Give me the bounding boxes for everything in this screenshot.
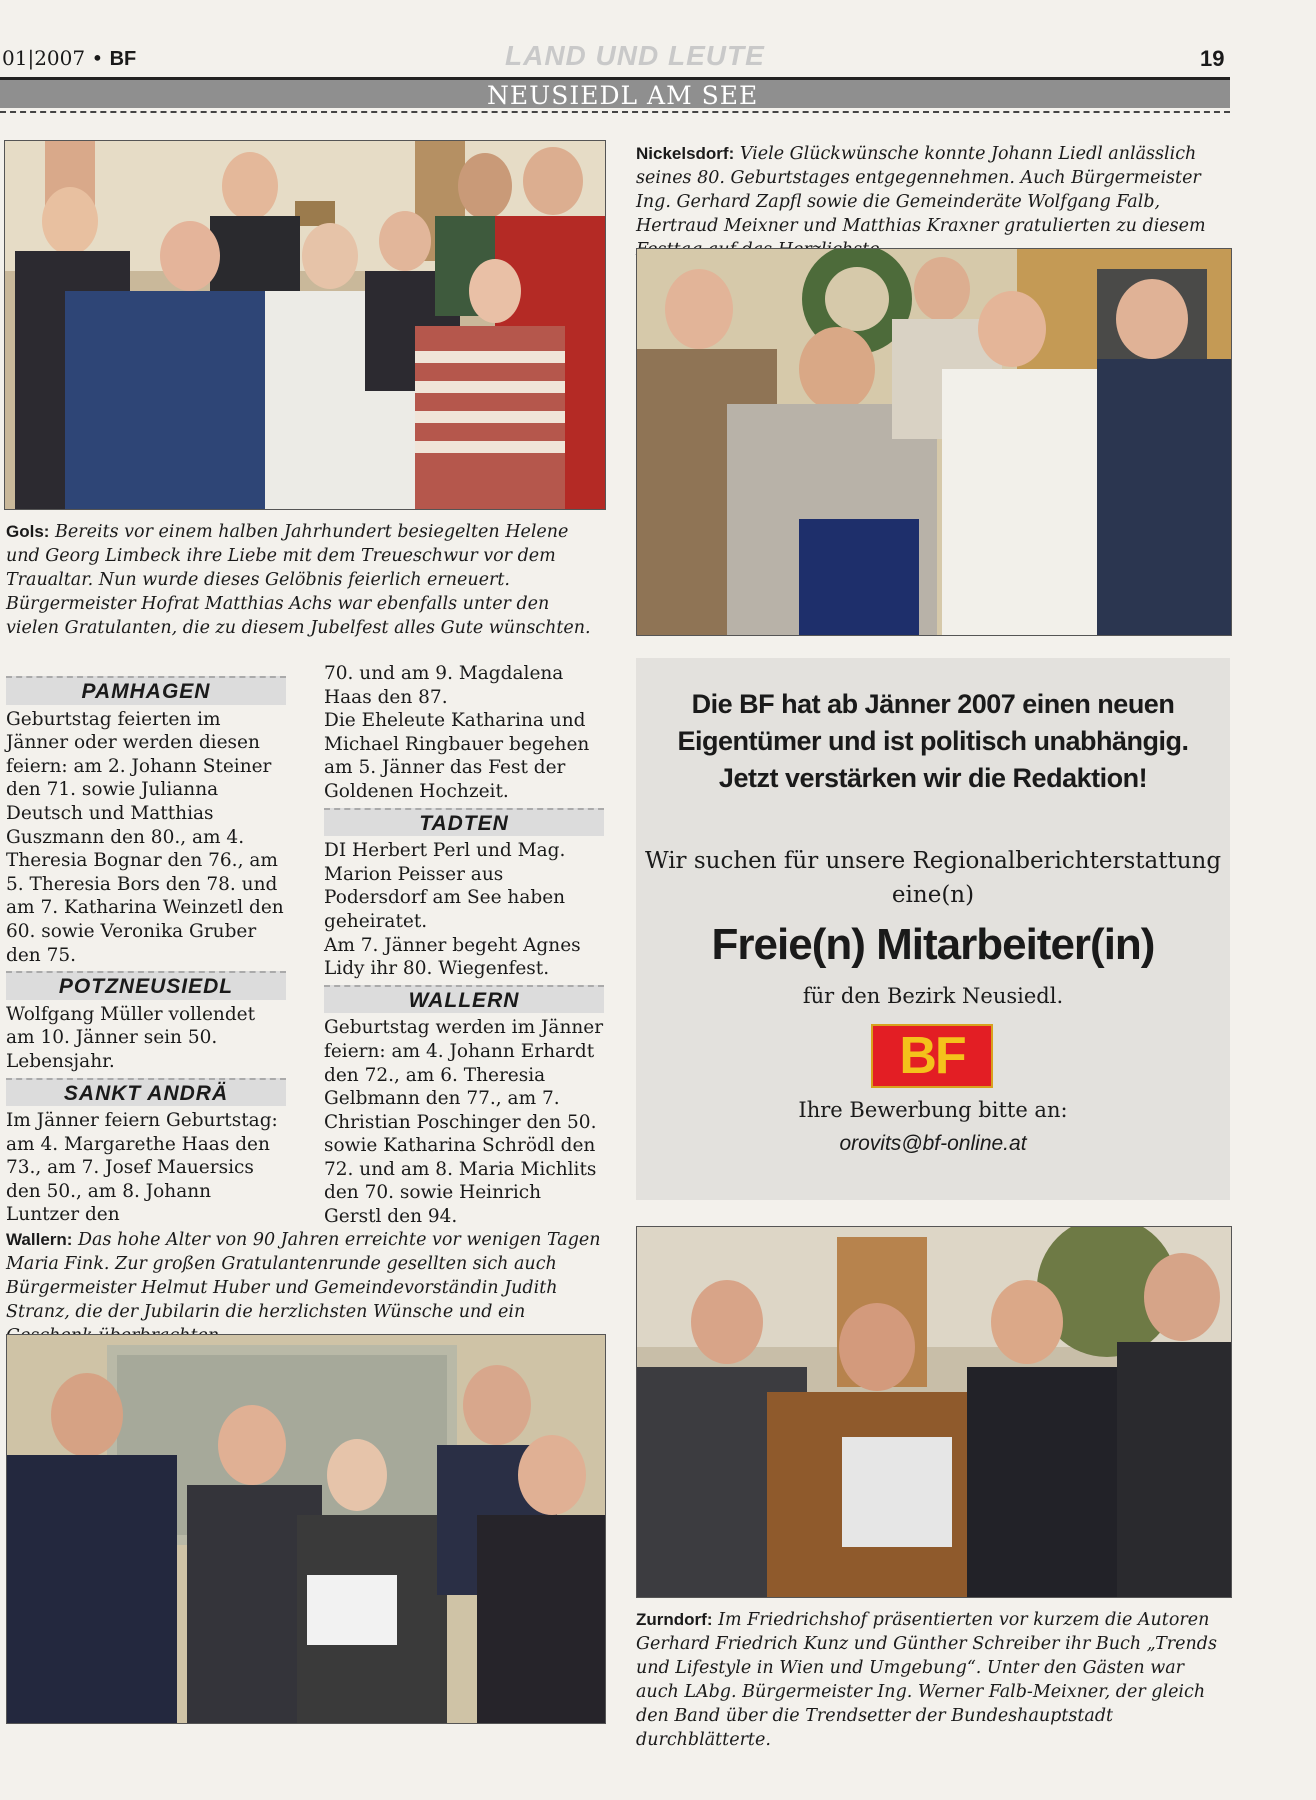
header-divider [0, 111, 1230, 113]
ad-position-title: Freie(n) Mitarbeiter(in) [711, 920, 1155, 969]
wallern-photo [6, 1334, 606, 1724]
sankt-andrae-heading: SANKT ANDRÄ [6, 1078, 286, 1107]
wallern-caption [6, 1228, 606, 1348]
gols-caption [6, 520, 606, 640]
briefs-column-2 [324, 662, 604, 1229]
ad-headline-line-2: Eigentümer und ist politisch unabhängig. [677, 726, 1189, 756]
zurndorf-caption [636, 1608, 1230, 1752]
ad-intro-line-2: eine(n) [891, 882, 975, 908]
pamhagen-text: Geburtstag feierten im Jänner oder werden diesen feiern: am 2. Johann Steiner den 71. sowie Julianna Deutsch und Matthias Guszmann den 80., am 4. Theresia Bognar den 76., am 5. Theresia Bors den 78. und am 7. Katharina Weinzetl den 60. sowie Veronika Gruber den 75. [6, 708, 284, 966]
tadten-heading: TADTEN [324, 808, 604, 837]
gols-place: Gols: [6, 522, 50, 541]
zurndorf-text: Im Friedrichshof präsentierten vor kurzem die Autoren Gerhard Friedrich Kunz und Günther Schreiber ihr Buch „Trends und Lifestyle in Wien und Umgebung“. Unter den Gästen war auch LAbg. Bürgermeister Ing. Werner Falb-Meixner, der gleich den Band über die Trendsetter der Bundeshauptstadt durchblätterte. [636, 1610, 1217, 1750]
wallern-caption-text: Das hohe Alter von 90 Jahren erreichte vor wenigen Tagen Maria Fink. Zur großen Gratulantenrunde gesellten sich auch Bürgermeister Helmut Huber und Gemeindevorständin Judith Stranz, die der Jubilarin die herzlichsten Wünsche und ein [6, 1230, 601, 1322]
tadten-text-2: Am 7. Jänner begeht Agnes Lidy ihr 80. Wiegenfest. [324, 934, 581, 980]
zurndorf-place: Zurndorf: [636, 1610, 713, 1629]
gols-text: Bereits vor einem halben Jahrhundert besiegelten Helene und Georg Limbeck ihre Liebe mit dem Treueschwur vor dem Traualtar. Nun wurde dieses Gelöbnis feierlich erneuert. Bürgermeister Hofrat Matthias Achs war ebenfalls unter den vielen Gratulanten, die zu diesem Jubelfest alles Gute wünschten. [6, 522, 591, 638]
nickelsdorf-place: Nickelsdorf: [636, 144, 735, 163]
wallern-text: Geburtstag werden im Jänner feiern: am 4. Johann Erhardt den 72., am 6. Theresia Gelbmann den 77., am 7. Christian Poschinger den 50. sowie Katharina Schrödl den 72. und am 8. Maria Michlits den 70. sowie Heinrich Gerstl den 94. [324, 1017, 604, 1228]
potzneusiedl-text: Wolfgang Müller vollendet am 10. Jänner sein 50. Lebensjahr. [6, 1003, 256, 1072]
ad-headline-line-3: Jetzt verstärken wir die Redaktion! [718, 763, 1148, 793]
section-title: LAND UND LEUTE [505, 40, 765, 71]
zurndorf-photo [636, 1226, 1232, 1598]
sankt-andrae-continued: 70. und am 9. Magdalena Haas den 87. [324, 663, 564, 708]
ad-intro-line-1: Wir suchen für unsere Regionalberichterstattung [644, 848, 1222, 874]
nickelsdorf-photo [636, 248, 1232, 636]
briefs-column-1 [6, 672, 286, 1227]
issue-date: 01|2007 • BF [2, 46, 137, 70]
ad-email[interactable]: orovits@bf-online.at [839, 1132, 1027, 1155]
ad-headline [636, 686, 1230, 797]
golden-wedding-text: Die Eheleute Katharina und Michael Ringbauer begehen am 5. Jänner das Fest der Goldenen Hochzeit. [324, 710, 590, 802]
bf-logo [871, 1024, 993, 1088]
tadten-text: DI Herbert Perl und Mag. Marion Peisser aus Podersdorf am See haben geheiratet. [324, 840, 566, 932]
recruitment-ad [636, 658, 1230, 1200]
region-title: NEUSIEDL AM SEE [487, 81, 759, 110]
ad-apply-label: Ihre Bewerbung bitte an: [798, 1098, 1068, 1122]
potzneusiedl-heading: POTZNEUSIEDL [6, 971, 286, 1000]
page-number: 19 [1200, 46, 1225, 71]
nickelsdorf-caption [636, 142, 1230, 262]
gols-photo [4, 140, 606, 510]
nickelsdorf-text: Viele Glückwünsche konnte Johann Liedl anlässlich seines 80. Geburtstages entgegennehmen. Auch Bürgermeister Ing. Gerhard Zapfl sowie die Gemeinderäte Wolfgang Falb, Hertraud Meixner und Matthias Kraxner gratulierten zu diesem [636, 144, 1206, 236]
publication-name: BF [109, 48, 137, 70]
bf-logo-text: BF [899, 1027, 965, 1085]
pamhagen-heading: PAMHAGEN [6, 676, 286, 705]
ad-headline-line-1: Die BF hat ab Jänner 2007 einen neuen [691, 689, 1175, 719]
ad-district: für den Bezirk Neusiedl. [802, 984, 1064, 1008]
ad-intro [636, 844, 1230, 912]
wallern-heading: WALLERN [324, 985, 604, 1014]
wallern-place: Wallern: [6, 1230, 73, 1249]
sankt-andrae-text: Im Jänner feiern Geburtstag: am 4. Margarethe Haas den 73., am 7. Josef Mauersics den 50., am 8. Johann Luntzer den [6, 1110, 278, 1226]
